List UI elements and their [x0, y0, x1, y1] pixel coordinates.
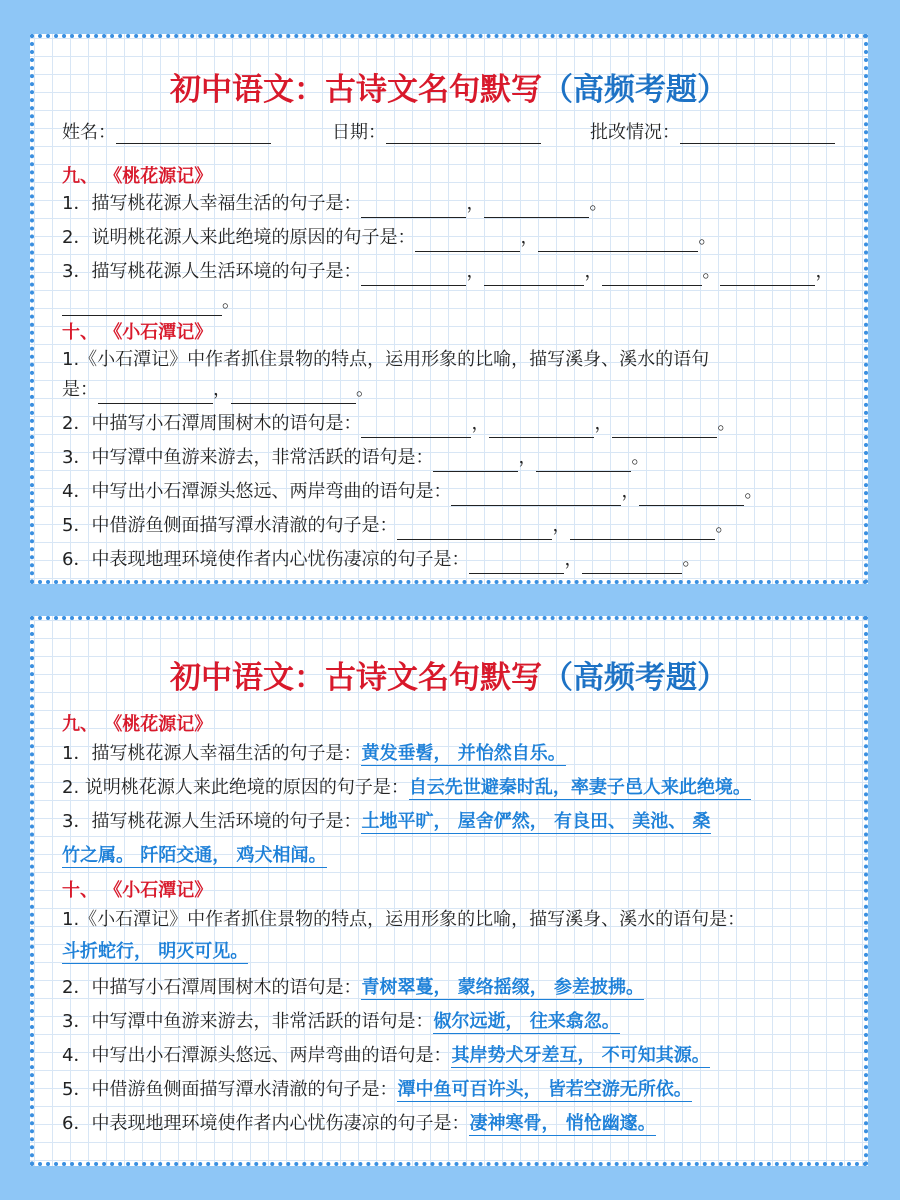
answer-blank[interactable]: [415, 231, 520, 252]
question-10-2: 2．中描写小石潭周围树木的语句是：青树翠蔓， 蒙络摇缀， 参差披拂。: [62, 977, 644, 998]
answer-blank[interactable]: [484, 197, 589, 218]
answer-blank[interactable]: [433, 451, 518, 472]
answer-blank[interactable]: [582, 553, 682, 574]
question-10-1: 1.《小石潭记》中作者抓住景物的特点，运用形象的比喻，描写溪身、溪水的语句: [62, 349, 710, 370]
question-9-3-continued: 。: [62, 288, 240, 316]
answer-blank[interactable]: [98, 383, 213, 404]
question-10-1: 1.《小石潭记》中作者抓住景物的特点，运用形象的比喻，描写溪身、溪水的语句是：: [62, 909, 746, 930]
question-9-2: 2. 说明桃花源人来此绝境的原因的句子是：自云先世避秦时乱，率妻子邑人来此绝境。: [62, 777, 751, 798]
answer-blank[interactable]: [469, 553, 564, 574]
question-10-4: 4．中写出小石潭源头悠远、两岸弯曲的语句是： ， 。: [62, 478, 762, 506]
answer-text: 斗折蛇行， 明灭可见。: [62, 941, 249, 962]
section-heading-xiaoshitan: 十、 《小石潭记》: [62, 322, 213, 343]
answer-blank[interactable]: [639, 485, 744, 506]
answer-text: 黄发垂髫， 并怡然自乐。: [361, 743, 566, 764]
question-10-5: 5．中借游鱼侧面描写潭水清澈的句子是：潭中鱼可百许头， 皆若空游无所依。: [62, 1079, 692, 1100]
answer-blank[interactable]: [484, 265, 584, 286]
section-heading-taohuayuan: 九、 《桃花源记》: [62, 166, 213, 187]
answer-text: 竹之属。 阡陌交通， 鸡犬相闻。: [62, 845, 327, 866]
worksheet-title: 初中语文：古诗文名句默写（高频考题）: [170, 72, 728, 108]
answer-text: 自云先世避秦时乱，率妻子邑人来此绝境。: [408, 777, 751, 798]
answer-blank[interactable]: [361, 417, 471, 438]
section-heading-taohuayuan: 九、 《桃花源记》: [62, 714, 213, 735]
answer-key-title: 初中语文：古诗文名句默写（高频考题）: [170, 660, 728, 696]
question-10-4: 4．中写出小石潭源头悠远、两岸弯曲的语句是：其岸势犬牙差互， 不可知其源。: [62, 1045, 710, 1066]
question-10-6: 6．中表现地理环境使作者内心忧伤凄凉的句子是：凄神寒骨， 悄怆幽邃。: [62, 1113, 656, 1134]
answer-blank[interactable]: [536, 451, 631, 472]
answer-text: 凄神寒骨， 悄怆幽邃。: [469, 1113, 656, 1134]
question-9-1: 1．描写桃花源人幸福生活的句子是：黄发垂髫， 并怡然自乐。: [62, 743, 566, 764]
question-10-3: 3．中写潭中鱼游来游去，非常活跃的语句是： ， 。: [62, 444, 649, 472]
answer-blank[interactable]: [570, 519, 715, 540]
answer-text: 潭中鱼可百许头， 皆若空游无所依。: [397, 1079, 692, 1100]
answer-blank[interactable]: [602, 265, 702, 286]
answer-blank[interactable]: [451, 485, 621, 506]
answer-blank[interactable]: [720, 265, 815, 286]
section-heading-xiaoshitan: 十、 《小石潭记》: [62, 880, 213, 901]
question-9-2: 2．说明桃花源人来此绝境的原因的句子是： ， 。: [62, 224, 716, 252]
question-10-1-continued: 是： ， 。: [62, 376, 374, 404]
student-info-row: [62, 118, 844, 148]
question-10-5: 5．中借游鱼侧面描写潭水清澈的句子是： ， 。: [62, 512, 733, 540]
answer-text: 青树翠蔓， 蒙络摇缀， 参差披拂。: [361, 977, 644, 998]
question-9-3: 3．描写桃花源人生活环境的句子是：土地平旷， 屋舍俨然， 有良田、 美池、 桑: [62, 811, 711, 832]
name-field[interactable]: 姓名：: [62, 118, 271, 144]
question-10-2: 2．中描写小石潭周围树木的语句是： ， ， 。: [62, 410, 735, 438]
answer-text: 其岸势犬牙差互， 不可知其源。: [451, 1045, 710, 1066]
date-field[interactable]: 日期：: [332, 118, 541, 144]
answer-text: 俶尔远逝， 往来翕忽。: [433, 1011, 620, 1032]
answer-blank[interactable]: [361, 265, 466, 286]
question-9-1: 1．描写桃花源人幸福生活的句子是： ， 。: [62, 190, 607, 218]
review-field[interactable]: 批改情况：: [590, 118, 835, 144]
answer-blank[interactable]: [62, 295, 222, 316]
answer-blank[interactable]: [489, 417, 594, 438]
question-10-1-answer: [62, 938, 248, 966]
answer-blank[interactable]: [538, 231, 698, 252]
answer-blank[interactable]: [612, 417, 717, 438]
worksheet-card: [30, 34, 868, 584]
answer-blank[interactable]: [361, 197, 466, 218]
question-9-3-continued: [62, 842, 327, 870]
answer-key-card: [30, 616, 868, 1166]
answer-blank[interactable]: [397, 519, 552, 540]
question-9-3: 3．描写桃花源人生活环境的句子是： ， ， 。 ，: [62, 258, 833, 286]
question-10-6: 6．中表现地理环境使作者内心忧伤凄凉的句子是： ， 。: [62, 546, 700, 574]
question-10-3: 3．中写潭中鱼游来游去，非常活跃的语句是：俶尔远逝， 往来翕忽。: [62, 1011, 620, 1032]
answer-blank[interactable]: [231, 383, 356, 404]
answer-text: 土地平旷， 屋舍俨然， 有良田、 美池、 桑: [361, 811, 711, 832]
